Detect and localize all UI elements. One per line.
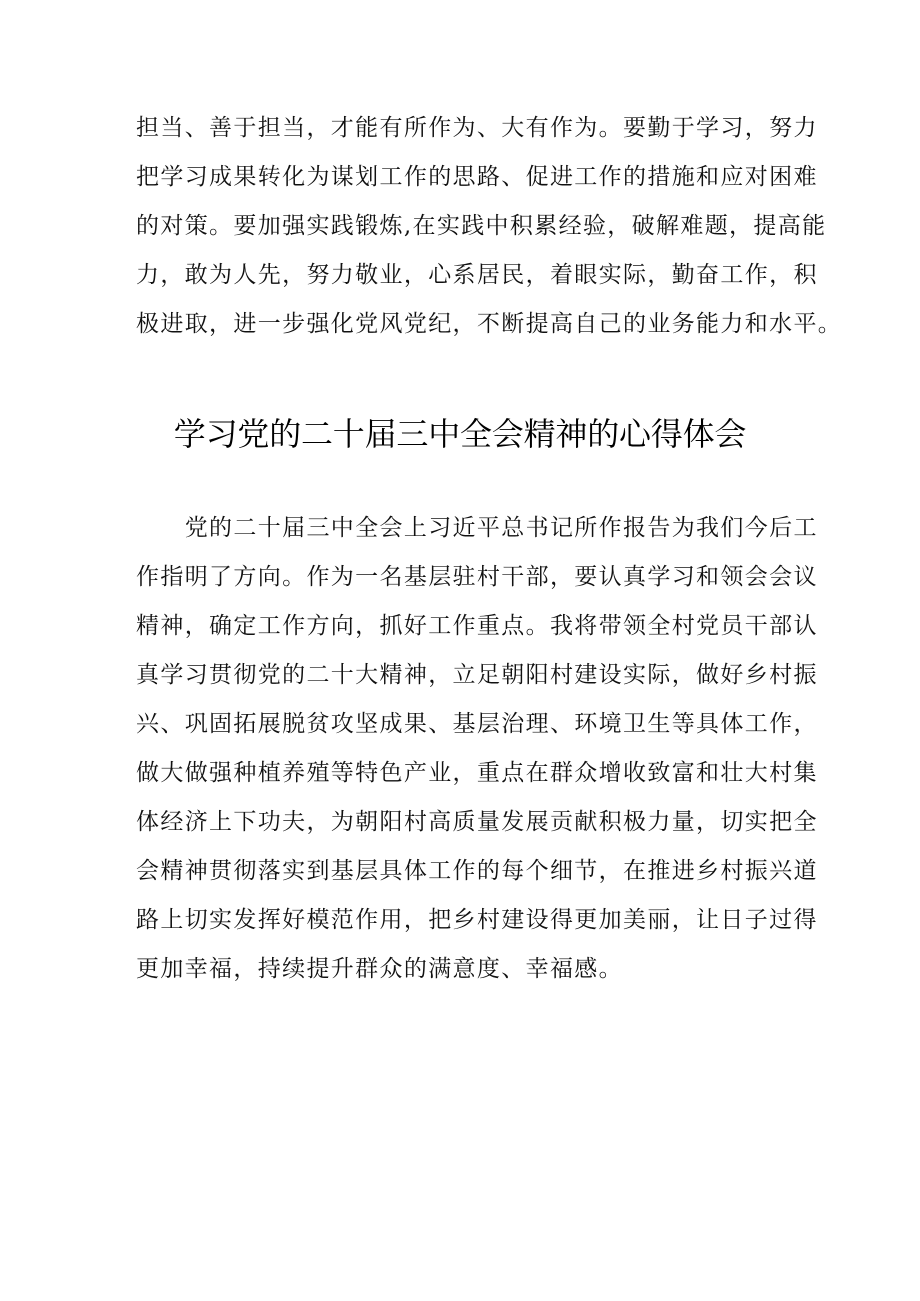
paragraph-line: 把学习成果转化为谋划工作的思路、促进工作的措施和应对困难 <box>136 164 818 190</box>
paragraph-line: 极进取，进一步强化党风党纪，不断提高自己的业务能力和水平。 <box>136 311 843 337</box>
paragraph-line: 党的二十届三中全会上习近平总书记所作报告为我们今后工 <box>136 515 818 541</box>
paragraph-line: 的对策。要加强实践锻炼,在实践中积累经验，破解难题，提高能 <box>136 213 827 239</box>
paragraph-line: 会精神贯彻落实到基层具体工作的每个细节，在推进乡村振兴道 <box>136 858 818 884</box>
essay-title: 学习党的二十届三中全会精神的心得体会 <box>173 415 747 453</box>
paragraph-line: 真学习贯彻党的二十大精神，立足朝阳村建设实际，做好乡村振 <box>136 662 818 688</box>
paragraph-line: 更加幸福，持续提升群众的满意度、幸福感。 <box>136 956 623 982</box>
paragraph-line: 力，敢为人先，努力敬业，心系居民，着眼实际，勤奋工作，积 <box>136 262 818 288</box>
paragraph-line: 做大做强种植养殖等特色产业，重点在群众增收致富和壮大村集 <box>136 760 818 786</box>
paragraph-line: 兴、巩固拓展脱贫攻坚成果、基层治理、环境卫生等具体工作， <box>136 711 818 737</box>
paragraph-line: 作指明了方向。作为一名基层驻村干部，要认真学习和领会会议 <box>136 564 818 590</box>
continuation-paragraph <box>136 104 843 349</box>
body-paragraph <box>136 504 818 994</box>
paragraph-line: 路上切实发挥好模范作用，把乡村建设得更加美丽，让日子过得 <box>136 907 818 933</box>
paragraph-line: 精神，确定工作方向，抓好工作重点。我将带领全村党员干部认 <box>136 613 818 639</box>
paragraph-line: 体经济上下功夫，为朝阳村高质量发展贡献积极力量，切实把全 <box>136 809 818 835</box>
paragraph-line: 担当、善于担当，才能有所作为、大有作为。要勤于学习，努力 <box>136 115 818 141</box>
